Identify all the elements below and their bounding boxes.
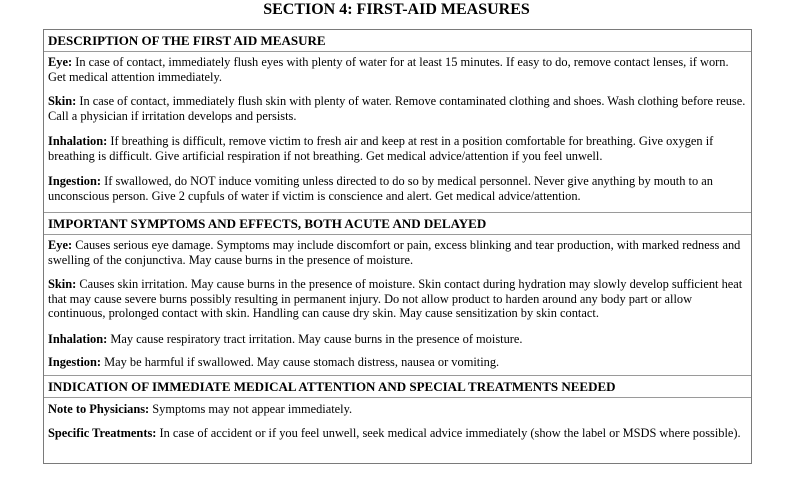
medical-attention-block	[44, 376, 751, 464]
inhalation-text: May cause respiratory tract irritation. May cause burns in the presence of moisture.	[107, 332, 523, 346]
symptoms-inhalation	[44, 332, 751, 347]
description-ingestion	[44, 174, 751, 203]
eye-text: Causes serious eye damage. Symptoms may include discomfort or pain, excess blinking and tear production, with marked redness and swelling of the conjunctiva. May cause burns in the presence of moisture.	[48, 238, 741, 267]
description-header: DESCRIPTION OF THE FIRST AID MEASURE	[44, 30, 751, 52]
description-block	[44, 30, 751, 213]
symptoms-skin	[44, 277, 751, 321]
skin-text: Causes skin irritation. May cause burns in the presence of moisture. Skin contact during hydration may slowly develop sufficient heat that may cause severe burns possibly resulting in permanent injury. Do not allow product to harden around any body part or allow continuous, prolonged contact with skin. Handling can cause dry skin. May cause sensitization by skin contact.	[48, 277, 743, 321]
inhalation-label: Inhalation:	[48, 134, 108, 148]
eye-text: In case of contact, immediately flush eyes with plenty of water for at least 15 minutes. If easy to do, remove contact lenses, if worn. Get medical attention immediately.	[48, 55, 729, 84]
skin-text: In case of contact, immediately flush skin with plenty of water. Remove contaminated clothing and shoes. Wash clothing before reuse. Call a physician if irritation develops and persists.	[48, 94, 746, 123]
medical-attention-header: INDICATION OF IMMEDIATE MEDICAL ATTENTION AND SPECIAL TREATMENTS NEEDED	[44, 376, 751, 398]
inhalation-label: Inhalation:	[48, 332, 108, 346]
symptoms-eye	[44, 238, 751, 267]
ingestion-text: May be harmful if swallowed. May cause stomach distress, nausea or vomiting.	[101, 355, 500, 369]
description-inhalation	[44, 134, 751, 163]
treatments-label: Specific Treatments:	[48, 426, 157, 440]
ingestion-text: If swallowed, do NOT induce vomiting unless directed to do so by medical personnel. Never give anything by mouth to an unconscious person. Give 2 cupfuls of water if victim is conscience and alert. Get medical advice/attention.	[48, 174, 713, 203]
specific-treatments	[44, 426, 751, 441]
symptoms-ingestion	[44, 355, 751, 370]
treatments-text: In case of accident or if you feel unwell, seek medical advice immediately (show the label or MSDS where possible).	[156, 426, 741, 440]
section-title: SECTION 4: FIRST-AID MEASURES	[263, 1, 530, 18]
skin-label: Skin:	[48, 94, 77, 108]
note-text: Symptoms may not appear immediately.	[149, 402, 353, 416]
description-skin	[44, 94, 751, 123]
inhalation-text: If breathing is difficult, remove victim to fresh air and keep at rest in a position comfortable for breathing. Give oxygen if breathing is difficult. Give artificial respiration if not breathing. Get medical advice/attention if you feel unwell.	[48, 134, 714, 163]
note-to-physicians	[44, 402, 751, 417]
note-label: Note to Physicians:	[48, 402, 150, 416]
first-aid-table	[43, 29, 752, 464]
ingestion-label: Ingestion:	[48, 355, 102, 369]
skin-label: Skin:	[48, 277, 77, 291]
eye-label: Eye:	[48, 55, 73, 69]
eye-label: Eye:	[48, 238, 73, 252]
symptoms-block	[44, 213, 751, 376]
ingestion-label: Ingestion:	[48, 174, 102, 188]
description-eye	[44, 55, 751, 84]
symptoms-header: IMPORTANT SYMPTOMS AND EFFECTS, BOTH ACUTE AND DELAYED	[44, 213, 751, 235]
